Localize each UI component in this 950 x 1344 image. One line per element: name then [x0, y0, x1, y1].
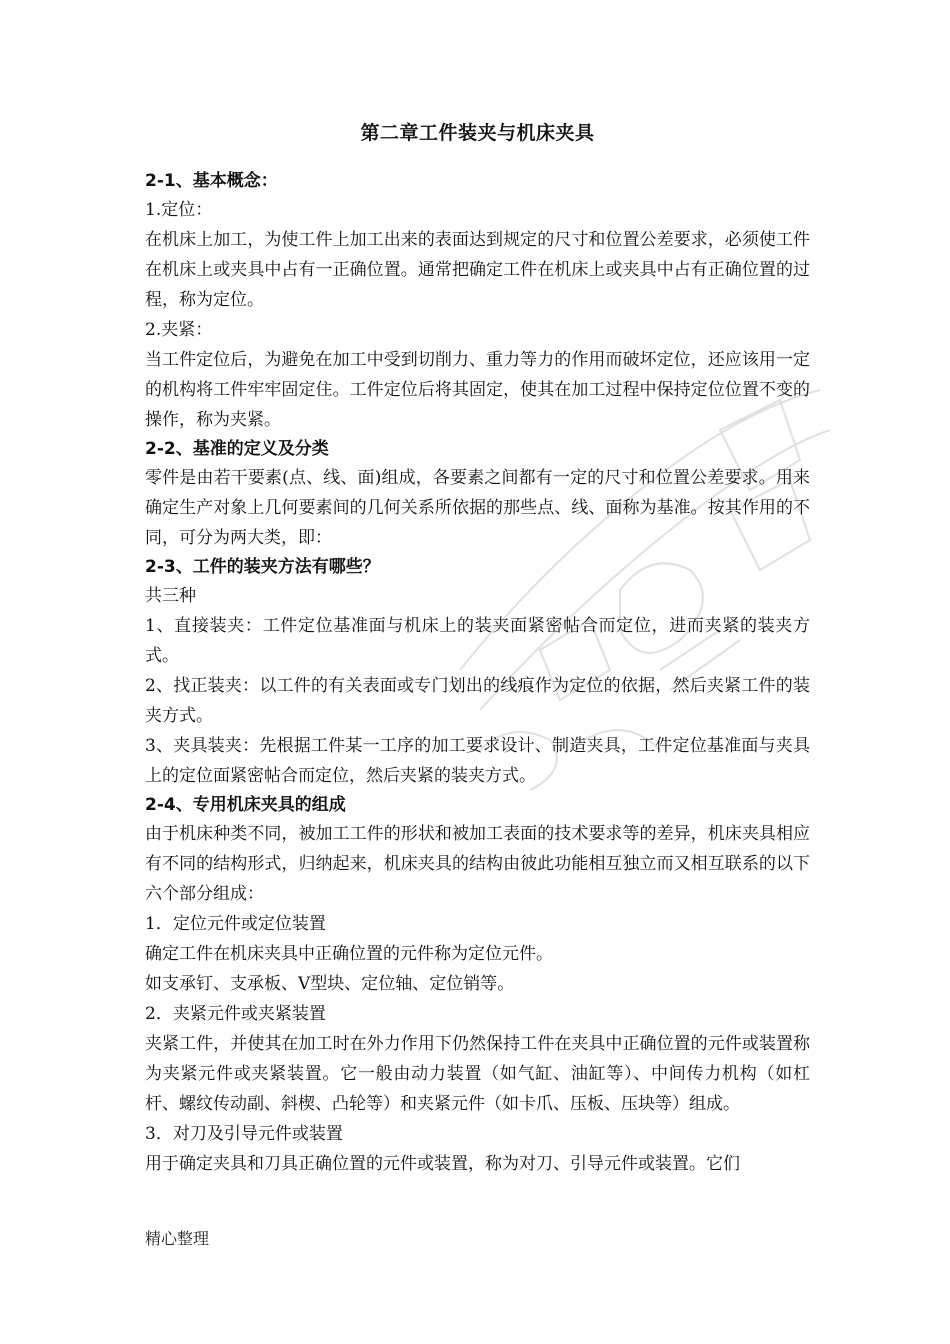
- paragraph: 共三种: [145, 586, 196, 606]
- subsection-label: 1.定位：: [145, 200, 213, 220]
- section-heading: 2-3、工件的装夹方法有哪些？: [145, 557, 380, 577]
- paragraph: 如支承钉、支承板、V型块、定位轴、定位销等。: [145, 974, 515, 994]
- paragraph: 在机床上加工，为使工件上加工出来的表面达到规定的尺寸和位置公差要求，必须使工件在机床上或夹具中占有一正确位置。通常把确定工件在机床上或夹具中占有正确位置的过程，称为定位。: [145, 230, 810, 310]
- paragraph: 用于确定夹具和刀具正确位置的元件或装置，称为对刀、引导元件或装置。它们: [145, 1154, 740, 1174]
- list-item: 2、找正装夹：以工件的有关表面或专门划出的线痕作为定位的依据，然后夹紧工件的装夹方式。: [145, 676, 810, 726]
- page-footer: 精心整理: [145, 1229, 210, 1248]
- subsection-title: 2．夹紧元件或夹紧装置: [145, 1004, 326, 1024]
- list-item: 1、直接装夹：工件定位基准面与机床上的装夹面紧密帖合而定位，进而夹紧的装夹方式。: [145, 616, 810, 666]
- paragraph: 当工件定位后，为避免在加工中受到切削力、重力等力的作用而破坏定位，还应该用一定的机构将工件牢牢固定住。工件定位后将其固定，使其在加工过程中保持定位位置不变的操作，称为夹紧。: [145, 350, 810, 430]
- subsection-title: 3．对刀及引导元件或装置: [145, 1124, 343, 1144]
- section-heading: 2-1、基本概念：: [145, 171, 278, 191]
- section-heading: 2-2、基准的定义及分类: [145, 439, 329, 459]
- paragraph: 由于机床种类不同，被加工工件的形状和被加工表面的技术要求等的差异，机床夹具相应有不同的结构形式，归纳起来，机床夹具的结构由彼此功能相互独立而又相互联系的以下六个部分组成：: [145, 824, 810, 904]
- paragraph: 夹紧工件，并使其在加工时在外力作用下仍然保持工件在夹具中正确位置的元件或装置称为夹紧元件或夹紧装置。它一般由动力装置（如气缸、油缸等）、中间传力机构（如杠杆、螺纹传动副、斜楔、凸轮等）和夹紧元件（如卡爪、压板、压块等）组成。: [145, 1034, 810, 1114]
- paragraph: 确定工件在机床夹具中正确位置的元件称为定位元件。: [145, 944, 553, 964]
- section-heading: 2-4、专用机床夹具的组成: [145, 795, 346, 815]
- paragraph: 零件是由若干要素(点、线、面)组成，各要素之间都有一定的尺寸和位置公差要求。用来确定生产对象上几何要素间的几何关系所依据的那些点、线、面称为基准。按其作用的不同，可分为两大类，即：: [145, 468, 810, 548]
- list-item: 3、夹具装夹：先根据工件某一工序的加工要求设计、制造夹具，工件定位基准面与夹具上的定位面紧密帖合而定位，然后夹紧的装夹方式。: [145, 736, 810, 786]
- subsection-title: 1．定位元件或定位装置: [145, 914, 326, 934]
- subsection-label: 2.夹紧：: [145, 320, 213, 340]
- document-title: 第二章工件装夹与机床夹具: [360, 122, 595, 144]
- document-body: [145, 118, 810, 1179]
